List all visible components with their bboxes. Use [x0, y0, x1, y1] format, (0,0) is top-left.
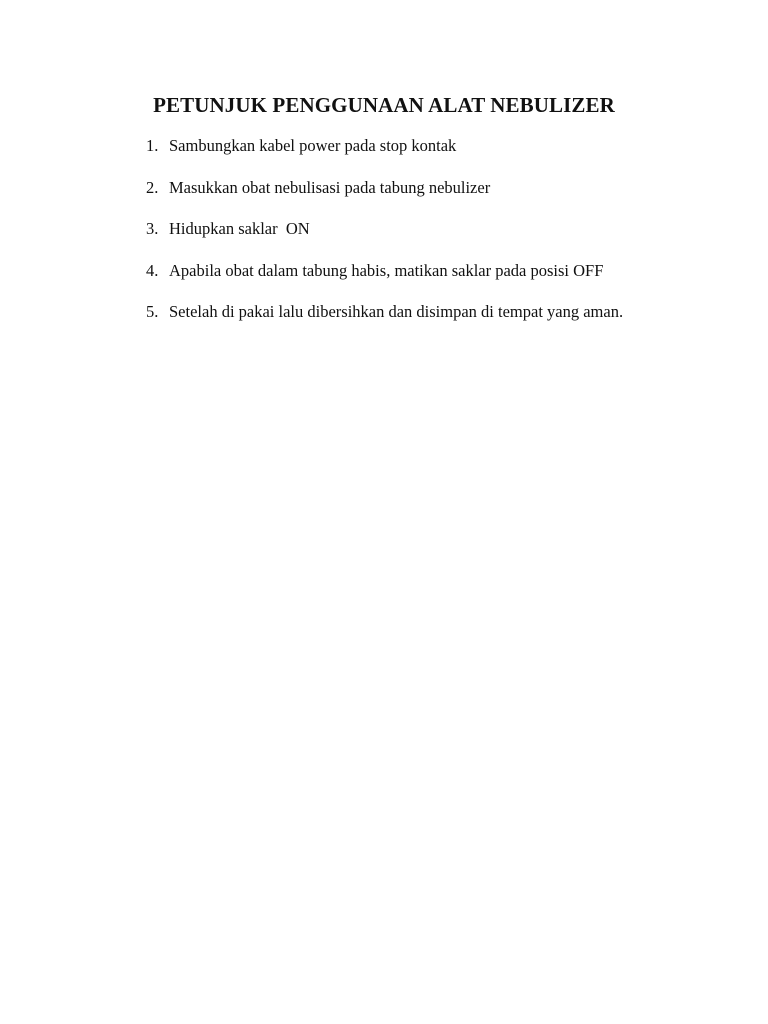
- list-item: [146, 300, 746, 342]
- step-text: Masukkan obat nebulisasi pada tabung nebulizer: [169, 177, 491, 197]
- step-text: Sambungkan kabel power pada stop kontak: [169, 136, 457, 155]
- step-text: Apabila obat dalam tabung habis, matikan saklar pada posisi OFF: [169, 260, 604, 280]
- list-item: [146, 217, 746, 259]
- step-text: Setelah di pakai lalu dibersihkan dan disimpan di tempat yang aman.: [169, 302, 624, 322]
- step-text: Hidupkan saklar ON: [169, 219, 310, 239]
- step-number: 5.: [146, 302, 159, 322]
- step-number: 3.: [146, 219, 159, 239]
- instruction-list: [146, 134, 746, 342]
- page-title: PETUNJUK PENGGUNAAN ALAT NEBULIZER: [153, 93, 615, 117]
- list-item: [146, 259, 746, 301]
- list-item: [146, 134, 746, 176]
- step-number: 4.: [146, 260, 159, 280]
- step-number: 2.: [146, 177, 159, 197]
- step-number: 1.: [146, 136, 159, 155]
- list-item: [146, 176, 746, 218]
